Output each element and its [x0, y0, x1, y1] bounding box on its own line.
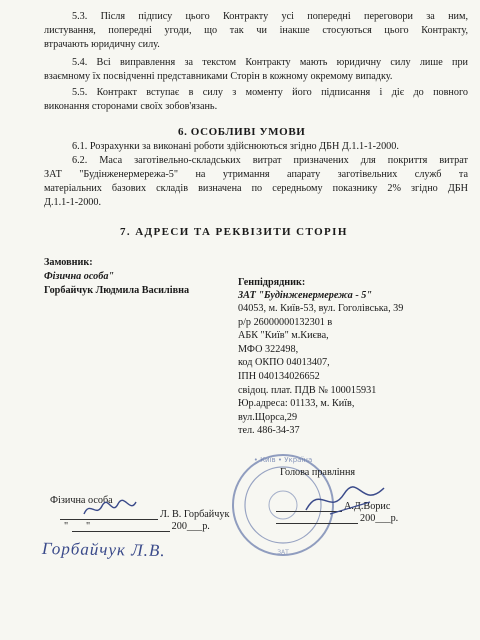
clause-line: листування, попередні угоди, що так чи інакше стосуються цього Контракту,: [44, 25, 468, 36]
clause-line: ЗАТ "Будінженермережа-5" на утримання апарату заготівельних служб та: [44, 169, 468, 180]
handwritten-name: Горбайчук Л.В.: [41, 538, 166, 561]
contractor-detail: свідоц. плат. ПДВ № 100015931: [238, 384, 377, 396]
section-6-title: 6. ОСОБЛИВІ УМОВИ: [178, 126, 306, 138]
svg-text:ЗАТ: ЗАТ: [277, 549, 289, 556]
contractor-detail: вул.Щорса,29: [238, 411, 298, 423]
clause-line: 6.2. Маса заготівельно-складських витрат призначених для покриття витрат: [72, 155, 468, 166]
signature-left-scribble: [80, 496, 140, 522]
clause-5-3-cont: [44, 24, 468, 38]
contractor-company: ЗАТ "Будінженермережа - 5": [238, 290, 373, 301]
clause-5-4-cont: [44, 70, 392, 84]
date-right: 200___р.: [360, 513, 399, 524]
signer-right-name: А.Д.Ворис: [344, 501, 391, 512]
contractor-detail: тел. 486-34-37: [238, 425, 300, 437]
customer-name: Горбайчук Людмила Василівна: [44, 285, 190, 296]
clause-5-3: [44, 10, 468, 24]
contractor-detail: р/р 26000000132301 в: [238, 316, 333, 328]
clause-line: 5.4. Всі виправлення за текстом Контракту мають юридичну силу лише при: [72, 57, 468, 68]
clause-5-3-end: [44, 38, 160, 52]
clause-line: 5.5. Контракт вступає в силу з моменту його підписання і діє до повного: [72, 87, 468, 98]
date-line-left: [72, 531, 170, 532]
section-7-title: 7. АДРЕСИ ТА РЕКВІЗИТИ СТОРІН: [120, 226, 348, 238]
clause-line: взаємному їх посвідченні представниками Сторін в кожному окремому випадку.: [44, 71, 393, 82]
clause-line: матеріальних базових складів визначена по середньому показнику 2% згідно ДБН: [44, 183, 468, 194]
clause-6-2-cont: [44, 182, 468, 196]
clause-5-5-cont: [44, 100, 217, 114]
clause-5-5: [72, 86, 468, 100]
clause-line: втрачають юридичну силу.: [44, 39, 160, 50]
customer-type: Фізична особа": [44, 271, 115, 282]
signer-left-label: Фізична особа: [50, 495, 113, 506]
contractor-detail: код ОКПО 04013407,: [238, 357, 330, 369]
clause-6-2-end: [44, 196, 101, 210]
contractor-detail: МФО 322498,: [238, 343, 299, 355]
contractor-detail: 04053, м. Київ-53, вул. Гоголівська, 39: [238, 303, 404, 314]
contractor-role: Генпідрядник:: [238, 277, 306, 288]
clause-6-1: 6.1. Розрахунки за виконані роботи здійснюються згідно ДБН Д.1.1-1-2000.: [72, 141, 399, 152]
clause-line: 5.3. Після підпису цього Контракту усі попередні переговори за ним,: [72, 11, 468, 22]
clause-line: виконання сторонами своїх зобов'язань.: [44, 101, 218, 112]
contractor-detail: ІПН 040134026652: [238, 370, 320, 382]
svg-text:• Київ • Україна: • Київ • Україна: [253, 456, 313, 464]
board-label: Голова правління: [280, 467, 356, 478]
clause-6-2: [72, 154, 468, 168]
clause-6-2-cont: [44, 168, 468, 182]
clause-5-4: [72, 56, 468, 70]
signer-left-name: Л. В. Горбайчук: [160, 509, 230, 520]
signature-right-scribble: [300, 480, 390, 520]
date-line-right: [276, 523, 358, 524]
contractor-detail: Юр.адреса: 01133, м. Київ,: [238, 398, 355, 410]
contractor-detail: АБК "Київ" м.Києва,: [238, 330, 329, 342]
date-left: " " 200___р.: [64, 521, 210, 532]
customer-role: Замовник:: [44, 257, 93, 268]
clause-line: Д.1.1-1-2000.: [44, 197, 102, 208]
contractor-details: [238, 302, 403, 438]
